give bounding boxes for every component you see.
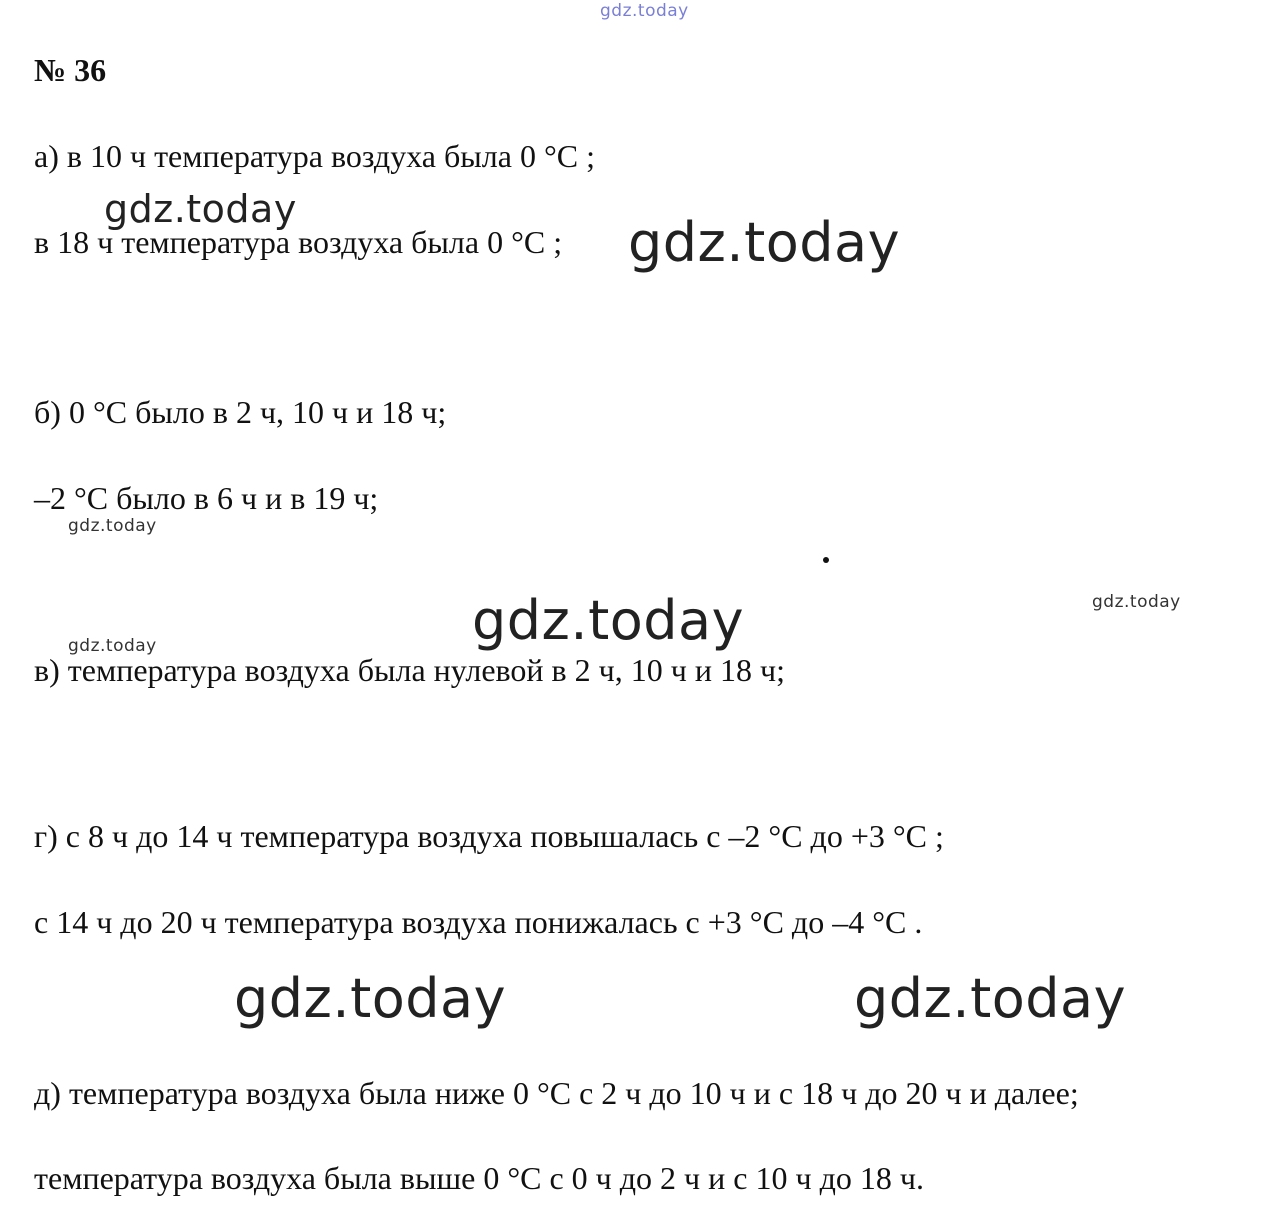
watermark: gdz.today <box>854 967 1127 1030</box>
answer-g-line-2: с 14 ч до 20 ч температура воздуха понижалась с +3 °C до –4 °C . <box>34 904 923 940</box>
watermark: gdz.today <box>68 636 157 656</box>
answer-a-line-1: а) в 10 ч температура воздуха была 0 °C ; <box>34 138 595 174</box>
answer-d-line-1: д) температура воздуха была ниже 0 °C с 2 ч до 10 ч и с 18 ч до 20 ч и далее; <box>34 1075 1079 1111</box>
answer-b-line-1: б) 0 °C было в 2 ч, 10 ч и 18 ч; <box>34 394 447 430</box>
problem-number: № 36 <box>34 52 107 88</box>
answer-a-line-2: в 18 ч температура воздуха была 0 °C ; <box>34 224 563 260</box>
watermark: gdz.today <box>104 187 297 231</box>
answer-v-line-1: в) температура воздуха была нулевой в 2 ч, 10 ч и 18 ч; <box>34 652 785 688</box>
answer-b-line-2: –2 °C было в 6 ч и в 19 ч; <box>34 480 379 516</box>
watermark: gdz.today <box>1092 592 1181 612</box>
watermark: gdz.today <box>472 589 745 652</box>
watermark: gdz.today <box>68 516 157 536</box>
answer-g-line-1: г) с 8 ч до 14 ч температура воздуха повышалась с –2 °C до +3 °C ; <box>34 818 944 854</box>
watermark: gdz.today <box>234 967 507 1030</box>
stray-dot <box>823 557 829 563</box>
answer-d-line-2: температура воздуха была выше 0 °C с 0 ч до 2 ч и с 10 ч до 18 ч. <box>34 1160 924 1196</box>
watermark: gdz.today <box>628 211 901 274</box>
watermark-top: gdz.today <box>600 1 689 21</box>
